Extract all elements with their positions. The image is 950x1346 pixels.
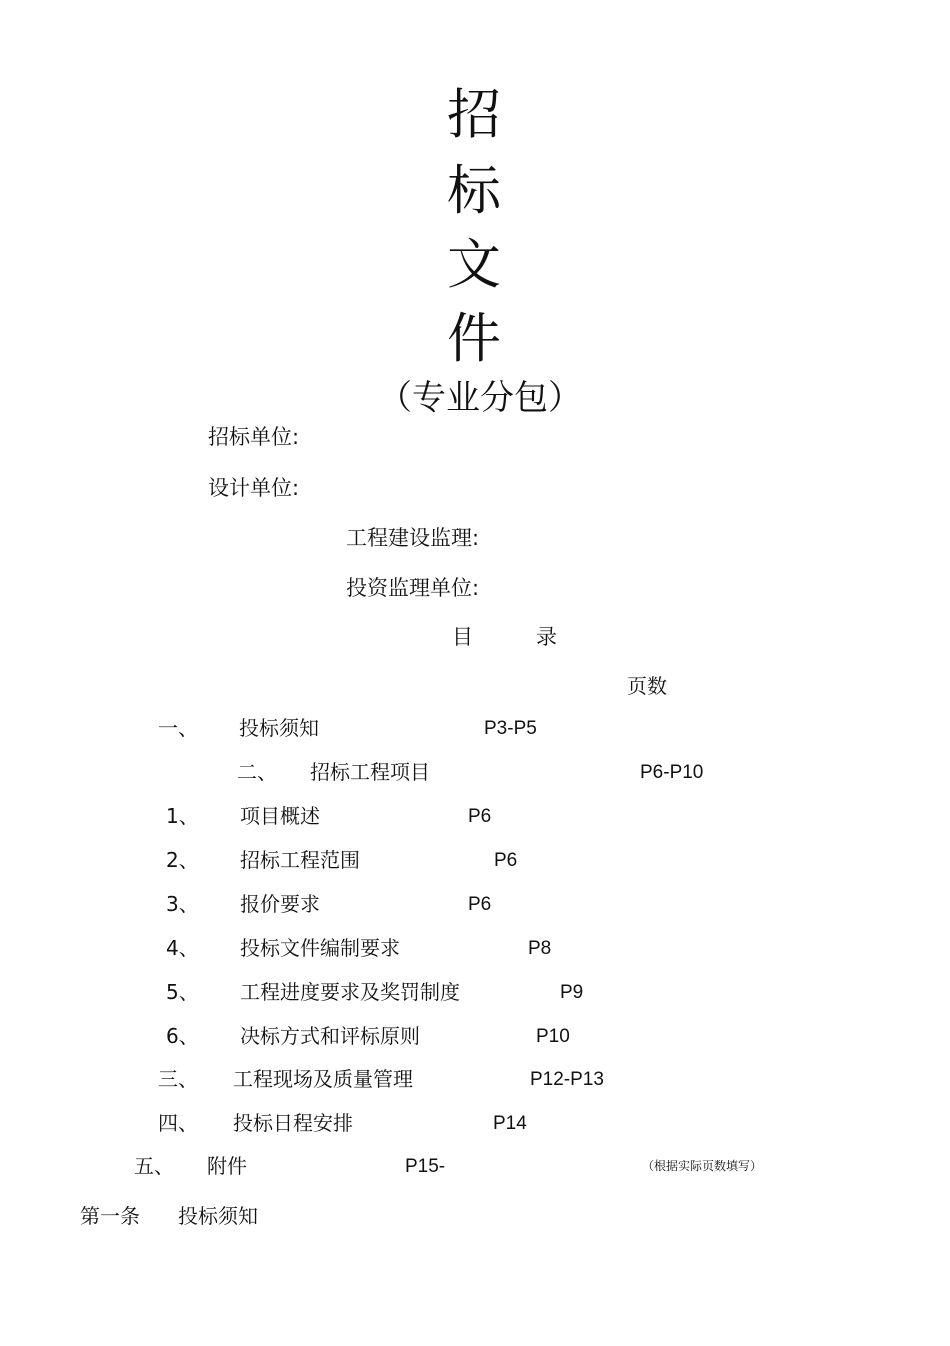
- toc-item-page: P12-P13: [530, 1069, 604, 1090]
- document-subtitle: （专业分包）: [378, 378, 582, 418]
- toc-heading-mu: 目: [452, 625, 473, 649]
- toc-page-column-label: 页数: [627, 674, 667, 698]
- toc-item-num: 一、: [158, 716, 198, 740]
- toc-item-page: P14: [493, 1113, 527, 1134]
- toc-item-page: P6: [468, 806, 492, 827]
- toc-item-text: 项目概述: [240, 804, 320, 828]
- toc-heading-lu: 录: [536, 625, 557, 649]
- title-char: 招: [447, 83, 501, 146]
- section-title: 投标须知: [178, 1204, 258, 1228]
- toc-item-num: 3、: [166, 892, 199, 916]
- toc-item-text: 附件: [207, 1154, 247, 1178]
- section-number: 第一条: [80, 1204, 140, 1228]
- toc-item-num: 二、: [237, 760, 277, 784]
- design-unit-label: 设计单位:: [208, 476, 300, 500]
- toc-item-num: 6、: [166, 1024, 199, 1048]
- toc-item-num: 五、: [134, 1154, 174, 1178]
- toc-item-num: 4、: [166, 936, 199, 960]
- title-char: 标: [447, 159, 501, 222]
- investment-supervision-label: 投资监理单位:: [346, 576, 480, 600]
- construction-supervision-label: 工程建设监理:: [346, 526, 480, 550]
- toc-item-page: P6: [468, 894, 492, 915]
- toc-item-page: P8: [528, 938, 552, 959]
- toc-item-num: 1、: [166, 804, 199, 828]
- toc-item-page: P15-: [405, 1156, 446, 1177]
- toc-item-text: 工程现场及质量管理: [233, 1067, 413, 1091]
- tender-unit-label: 招标单位:: [208, 425, 300, 449]
- toc-item-text: 投标文件编制要求: [240, 936, 400, 960]
- toc-item-text: 决标方式和评标原则: [240, 1024, 420, 1048]
- toc-item-page: P9: [560, 982, 584, 1003]
- toc-item-num: 2、: [166, 848, 199, 872]
- toc-item-text: 工程进度要求及奖罚制度: [240, 980, 460, 1004]
- toc-item-text: 投标日程安排: [233, 1111, 353, 1135]
- toc-item-note: （根据实际页数填写）: [642, 1159, 763, 1173]
- toc-item-text: 投标须知: [239, 716, 319, 740]
- toc-item-text: 报价要求: [240, 892, 320, 916]
- title-char: 文: [447, 233, 501, 296]
- toc-item-text: 招标工程项目: [310, 760, 430, 784]
- toc-item-num: 三、: [158, 1067, 198, 1091]
- toc-item-page: P6-P10: [640, 762, 704, 783]
- toc-item-page: P6: [494, 850, 518, 871]
- title-char: 件: [447, 307, 501, 370]
- toc-item-page: P3-P5: [484, 718, 537, 739]
- toc-item-num: 四、: [158, 1111, 198, 1135]
- toc-item-num: 5、: [166, 980, 199, 1004]
- toc-item-text: 招标工程范围: [240, 848, 360, 872]
- toc-item-page: P10: [536, 1026, 570, 1047]
